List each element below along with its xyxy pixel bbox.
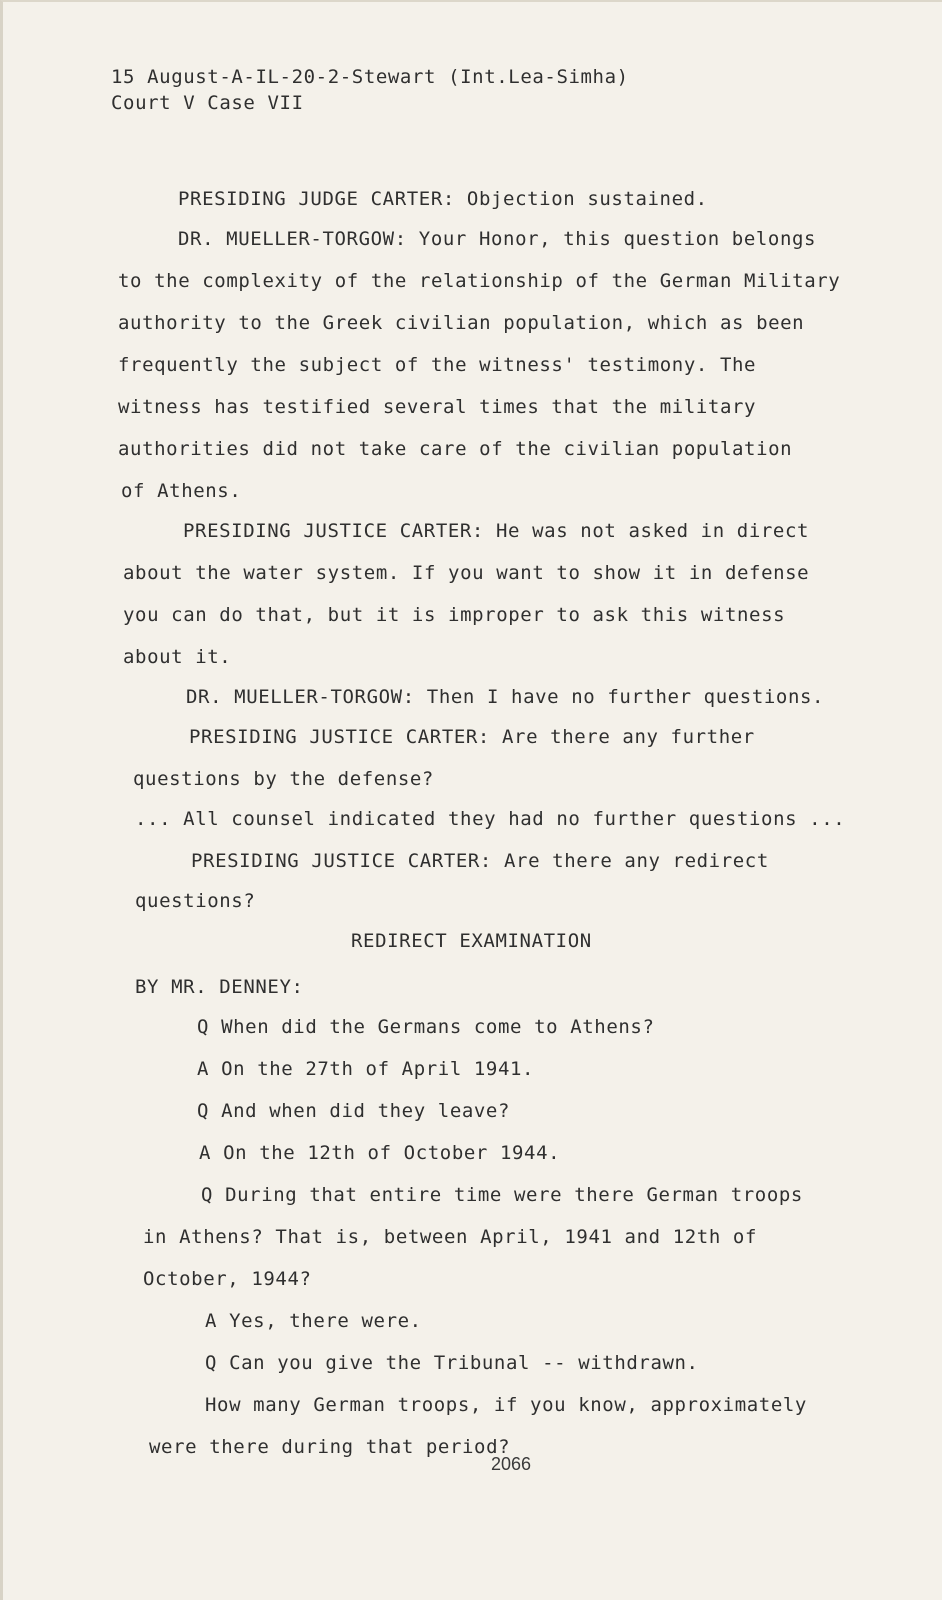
transcript-line: you can do that, but it is improper to ask this witness (123, 604, 786, 626)
transcript-line: frequently the subject of the witness' testimony. The (118, 354, 757, 376)
transcript-line: of Athens. (121, 480, 242, 502)
question-line: were there during that period? (149, 1436, 511, 1458)
question-line: October, 1944? (143, 1268, 312, 1290)
transcript-line: DR. MUELLER-TORGOW: Then I have no further questions. (186, 686, 825, 708)
transcript-line: PRESIDING JUSTICE CARTER: He was not asked in direct (183, 520, 810, 542)
transcript-line: authorities did not take care of the civilian population (118, 438, 793, 460)
question-line: Q When did the Germans come to Athens? (197, 1016, 655, 1038)
question-line: in Athens? That is, between April, 1941 and 12th of (143, 1226, 757, 1248)
examiner-line: BY MR. DENNEY: (135, 976, 304, 998)
transcript-line: authority to the Greek civilian population, which as been (118, 312, 805, 334)
transcript-line: about the water system. If you want to show it in defense (123, 562, 810, 584)
question-line: How many German troops, if you know, approximately (205, 1394, 807, 1416)
transcript-line: PRESIDING JUSTICE CARTER: Are there any further (189, 726, 755, 748)
answer-line: A On the 12th of October 1944. (199, 1142, 561, 1164)
answer-line: A On the 27th of April 1941. (197, 1058, 535, 1080)
transcript-line: questions? (135, 890, 256, 912)
section-heading: REDIRECT EXAMINATION (351, 930, 592, 952)
transcript-line: witness has testified several times that the military (118, 396, 757, 418)
transcript-line: PRESIDING JUSTICE CARTER: Are there any redirect (191, 850, 769, 872)
transcript-line: ... All counsel indicated they had no further questions ... (135, 808, 846, 830)
answer-line: A Yes, there were. (205, 1310, 422, 1332)
question-line: Q During that entire time were there German troops (201, 1184, 803, 1206)
transcript-line: PRESIDING JUDGE CARTER: Objection sustained. (178, 188, 708, 210)
transcript-line: questions by the defense? (133, 768, 434, 790)
transcript-line: about it. (123, 646, 232, 668)
header-line-1: 15 August-A-IL-20-2-Stewart (Int.Lea-Simha) (111, 66, 629, 88)
transcript-line: DR. MUELLER-TORGOW: Your Honor, this question belongs (178, 228, 817, 250)
question-line: Q Can you give the Tribunal -- withdrawn. (205, 1352, 699, 1374)
page-number: 2066 (491, 1454, 532, 1474)
transcript-line: to the complexity of the relationship of the German Military (118, 270, 841, 292)
question-line: Q And when did they leave? (197, 1100, 511, 1122)
header-line-2: Court V Case VII (111, 92, 304, 114)
